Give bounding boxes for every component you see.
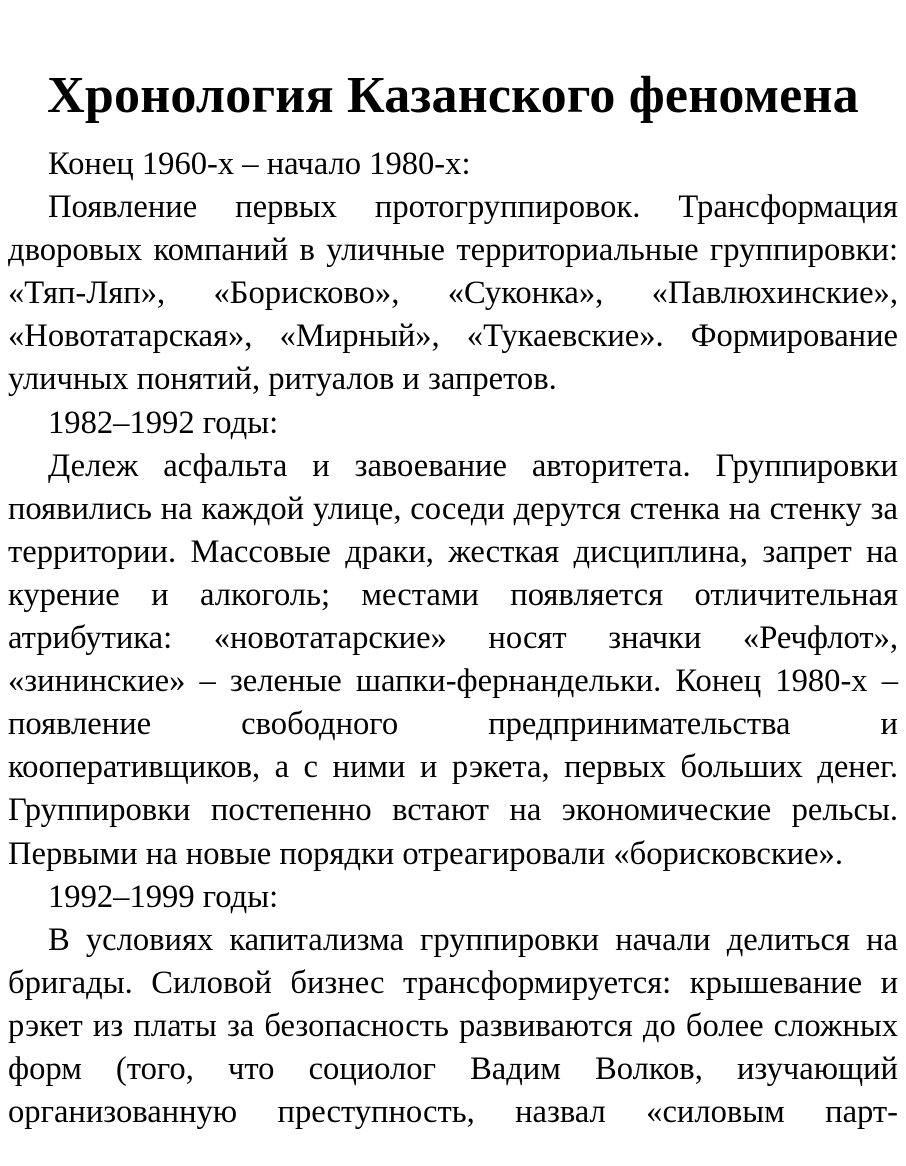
period-paragraph-1: Появление первых протогруппировок. Трансформация дворовых компаний в уличные территориальные группировки: «Тяп-Ляп», «Борисково», «Суконка», «Павлюхинские», «Новотатарская», «Мирный», «Тукаевские». Формирование уличных понятий, ритуалов и запретов. [8,189,898,398]
document-title: Хронология Казанского феномена [47,67,859,124]
period-heading-1: Конец 1960-х – начало 1980-х: [48,146,471,182]
period-heading-2: 1982–1992 годы: [48,404,279,441]
period-heading-3: 1992–1999 годы: [48,878,279,915]
period-paragraph-3: В условиях капитализма группировки начали делиться на бригады. Силовой бизнес трансформируется: крышевание и рэкет из платы за безопасность развиваются до более сложных форм (того, что социолог Вадим Волков, изучающий организованную преступность, назвал «силовым парт- [8,921,898,1131]
document-page [8,0,898,1134]
period-paragraph-2: Дележ асфальта и завоевание авторитета. Группировки появились на каждой улице, соседи дерутся стенка на стенку за территории. Массовые драки, жесткая дисциплина, запрет на курение и алкоголь; местами появляется отличительная атрибутика: «новотатарские» носят значки «Речфлот», «зининские» – зеленые шапки-фернандельки. Конец 1980-х – появление свободного предпринимательства и кооперативщиков, а с ними и рэкета, первых больших денег. Группировки постепенно встают на экономические рельсы. Первыми на новые порядки отреагировали «борисковские». [8,447,898,872]
document-body [8,143,898,1134]
